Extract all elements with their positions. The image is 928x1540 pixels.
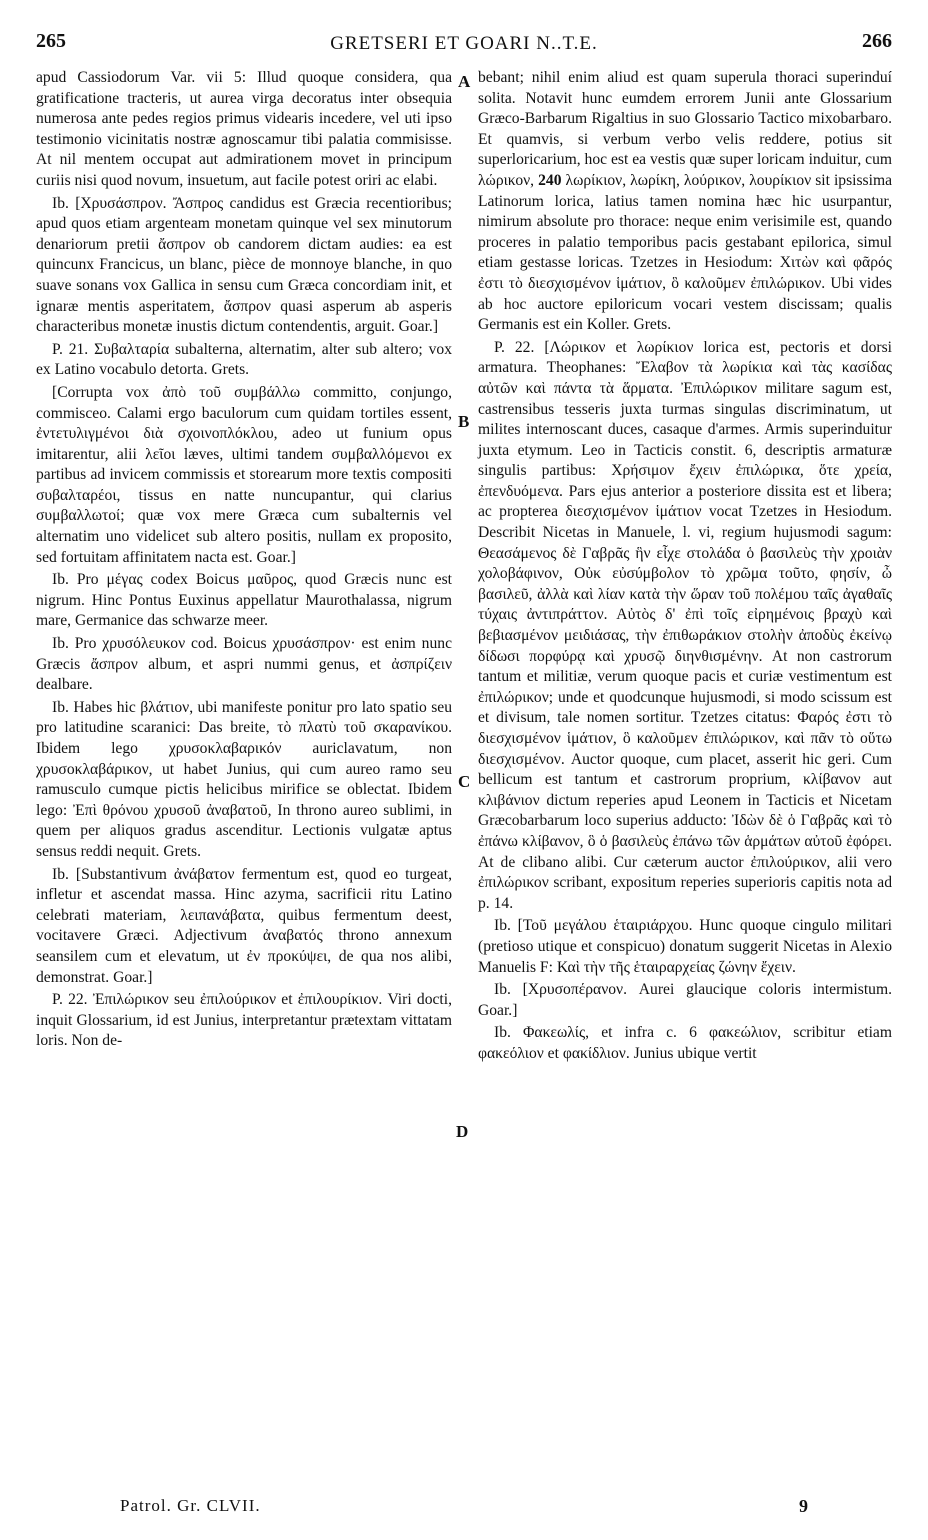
margin-marker-d: D (456, 1122, 469, 1141)
paragraph: P. 22. [Λώρικον et λωρίκιον lorica est, pectoris et dorsi armatura. Theophanes: Ἔλαβον τὰ λωρίκια καὶ τὰς κασίδας αὐτῶν καὶ πάντα τὰ ἅρματα. Ἐπιλώρικον militare sagum est, castrensibus tesseris juxta turmas singulas discriminatum, ut milites internoscant duces, casaque d'armes. Armis superinduitur juxta etymum. Leo in Tacticis constit. 6, descriptis armaturæ singulis partibus: Χρήσιμον ἔχειν ἐπιλώρικα, ὅτε χρεία, ἐπενδυόμενα. Pars ejus anterior a posteriore dissita est et libera; ac propterea διεσχισμένον ἱμάτιον vocat Tzetzes in Hesiodum. Describit Nicetas in Manuele, l. vi, regium hujusmodi sagum: Θεασάμενος δὲ Γαβρᾶς ἣν εἶχε στολάδα ὁ βασιλεὺς τὴν χροιὰν χολοβάφινον, Οὐκ εὐσύμβολον τὸ χρῶμα τοῦτο, φησίν, ὦ βασιλεῦ, ἀλλὰ καὶ λίαν κατὰ τὴν ὥραν τοῦ πολέμου ταῖς ἀγαθαῖς τύχαις ἀντιπράττον. Αὐτὸς δ' ἐπὶ τοῖς εἰρημένοις βραχὺ καὶ βεβιασμένον μειδιάσας, τὴν ἐπιθωράκιον στολὴν ἀποδὺς ἐκείνῳ δίδωσι πορφύρᾳ καὶ χρυσῷ διηνθισμένην. At non castrorum tantum et militiæ, verum quoque pacis et curiæ vestimentum est ἐπιλώρικον; unde et quodcunque hujusmodi, si modo scissum est et divisum, tale nomen sortitur. Tzetzes citatus: Φαρός ἐστι τὸ διεσχισμένον ἱμάτιον, ὃ καλοῦμεν ἐπιλώρικον, καὶ πᾶν τὸ οὕτω διεσχισμένον. Auctor quoque, cum placet, asserit hic geri. Cum bellicum est tantum et castrorum proprium, κλίβανον aut κλιβάνιον dictum reperies apud Leonem in Tacticis et Nicetam Græcobarbarum loco superius adducto: Ἰδὼν δὲ ὁ Γαβρᾶς καὶ τὸ ἐπάνω κλίβανον, ὃ ὁ βασιλεὺς ἐπάνω τῶν ἁρμάτων αὐτοῦ ἐφόρει. At de clibano alibi. Cur cæterum auctor ἐπιλούρικον, alii vero ἐπιλώρικον scribant, expositum reperies superioris capitis nota ad p. 14. (478, 338, 892, 912)
page-number-left: 265 (36, 30, 66, 52)
paragraph: Ib. Φακεωλίς, et infra c. 6 φακεώλιον, scribitur etiam φακεόλιον et φακίδλιον. Junius ubique vertit (478, 1024, 892, 1062)
paragraph: [Corrupta vox ἀπὸ τοῦ συμβάλλω committo, conjungo, commisceo. Calami ergo baculorum cum quidam tortiles essent, ἐντετυλιγμένοι διὰ σχοινοπλόκλου, adeo ut funium opus imitarentur, alii λεῖοι læves, ultimi tandem συμβαλλόμενοι ex partibus ad invicem commissis et storearum more textis compositi συβαλταρέοι, tissus en natte nuncupantur, qui clarius συμβαλλωτοί; quæ vox mere Græca cum subalternis vel alternatim uno videlicet sub altero positis, nullam ex proposito, sed fortuitam affinitatem nacta est. Goar.] (36, 383, 452, 566)
paragraph: Ib. [Χρυσοπέρανον. Aurei glaucique coloris intermistum. Goar.] (478, 981, 892, 1019)
paragraph-text: bebant; nihil enim aliud est quam superula thoraci superinduí solita. Notavit hunc eumdem errorem Junii ante Glossarium Græco-Barbarum Rigaltius in suo Glossario Tactico mixobarbaro. Et quamvis, si verbum verbo velis reddere, potius sit superloricarium, hoc est ea vestis quæ super loricam induitur, cum λώρικον, (478, 69, 892, 189)
paragraph: P. 22. Ἐπιλώρικον seu ἐπιλούρικον et ἐπιλουρίκιον. Viri docti, inquit Glossarium, id est Junius, interpretantur prætextam vittatam loris. Non de- (36, 991, 452, 1050)
footer-source: Patrol. Gr. CLVII. (120, 1496, 261, 1515)
footer-signature: 9 (799, 1496, 808, 1516)
running-title: GRETSERI ET GOARI N..T.E. (330, 33, 598, 54)
paragraph: Ib. [Χρυσάσπρον. Ἄσπρος candidus est Græcia recentioribus; apud quos etiam argenteam monetam quinque vel sex minutorum denariorum pretii ἄσπρον ob candorem dictam audies: ea est quincunx Francicus, un blanc, pièce de monnoye blanche, in quo suave sonans vox Gallica in sensu cum Græca concordiam init, et ignaræ mentis asperitatem, ἄσπρον quasi asperum ab asperis characteribus monetæ inustis dictum contendentis, arguit. Goar.] (36, 194, 452, 336)
paragraph (478, 68, 892, 336)
paragraph: Ib. [Substantivum ἀνάβατον fermentum est, quod eo turgeat, infletur et ascendat massa. Hinc azyma, sacrificii ritu Latino celebrati materiam, λειπανάβατα, quibus fermentum deest, vocitavere Græci. Adjectivum ἀναβατός throno annexum seansilem cum et elevatum, ut ἐν προκύψει, de qua nos alibi, demonstrat. Goar.] (36, 865, 452, 986)
page-footer (36, 1496, 892, 1524)
margin-marker-c: C (458, 772, 471, 791)
paragraph: apud Cassiodorum Var. vii 5: Illud quoque considera, qua gratificatione tracteris, ut aurea virga decoratus inter obsequia numerosa ante pedes regios primus videaris incedere, vel uti ipso testimonio vicinitatis nostræ agnoscamur tibi palatia commisisse. At nil mentem occupat aut admirationem movet in principum curiis nisi quod novum, insuetum, aut facile potest oriri ac elabi. (36, 69, 452, 189)
left-column (36, 68, 452, 1052)
right-column (478, 68, 892, 1065)
margin-marker-b: B (458, 412, 470, 431)
paragraph: Ib. Pro μέγας codex Boicus μαῦρος, quod Græcis nunc est nigrum. Hinc Pontus Euxinus appellatur Maurothalassa, nigrum mare, Germanice das schwarze meer. (36, 571, 452, 630)
paragraph: P. 21. Συβαλταρία subalterna, alternatim, alter sub altero; vox ex Latino vocabulo detorta. Grets. (36, 340, 452, 379)
column-number-marker: 240 (538, 171, 562, 189)
page-header (36, 30, 892, 64)
paragraph-text: λωρίκιον, λωρίκη, λούρικον, λουρίκιον sit ipsissima Latinorum lorica, latius tamen nomina hæc hic usurpantur, nimirum absolute pro thorace: neque enim verisimile est, quando proceres in palatio temporibus pacis gestabant epiloricа, simul etiam gestasse loricas. Tzetzes in Hesiodum: Χιτὼν καὶ φᾶρός ἐστι τὸ διεσχισμένον ἱμάτιον, ὃ καλοῦμεν ἐπιλώρικον. Ubi vides ab hoc auctore epiloricum vocari vestem discissam; qualis Germanis est ein Koller. Grets. (478, 171, 892, 334)
paragraph: Ib. Pro χρυσόλευκον cod. Boicus χρυσάσπρον· est enim nunc Græcis ἄσπρον album, et aspri nummi genus, et ἀσπρίζειν dealbare. (36, 635, 452, 694)
paragraph: Ib. [Τοῦ μεγάλου ἑταιριάρχου. Hunc quoque cingulo militari (pretioso utique et conspicuo) donatum suggerit Nicetas in Alexio Manuelis F: Καὶ τὴν τῆς ἑταιραρχείας ζώνην ἔχειν. (478, 917, 892, 976)
margin-marker-a: A (458, 72, 471, 91)
page-number-right: 266 (862, 30, 892, 52)
paragraph: Ib. Habes hic βλάτιον, ubi manifeste ponitur pro lato spatio seu pro latitudine scaranici: Das breite, τὸ πλατὺ τοῦ σκαρανίκου. Ibidem lego χρυσοκλαβαρικόν auriclavatum, non χρυσοκλαβάρικον, ut habet Junius, qui cum aureo ramo seu ramusculo cumque pictis helicibus mirifice se oblectat. Ibidem lego: Ἐπὶ θρόνου χρυσοῦ ἀναβατοῦ, In throno aureo sublimi, in quem per aliquos gradus ascenditur. Lectionis vulgatæ aptus sensus reddi nequit. Grets. (36, 698, 452, 860)
